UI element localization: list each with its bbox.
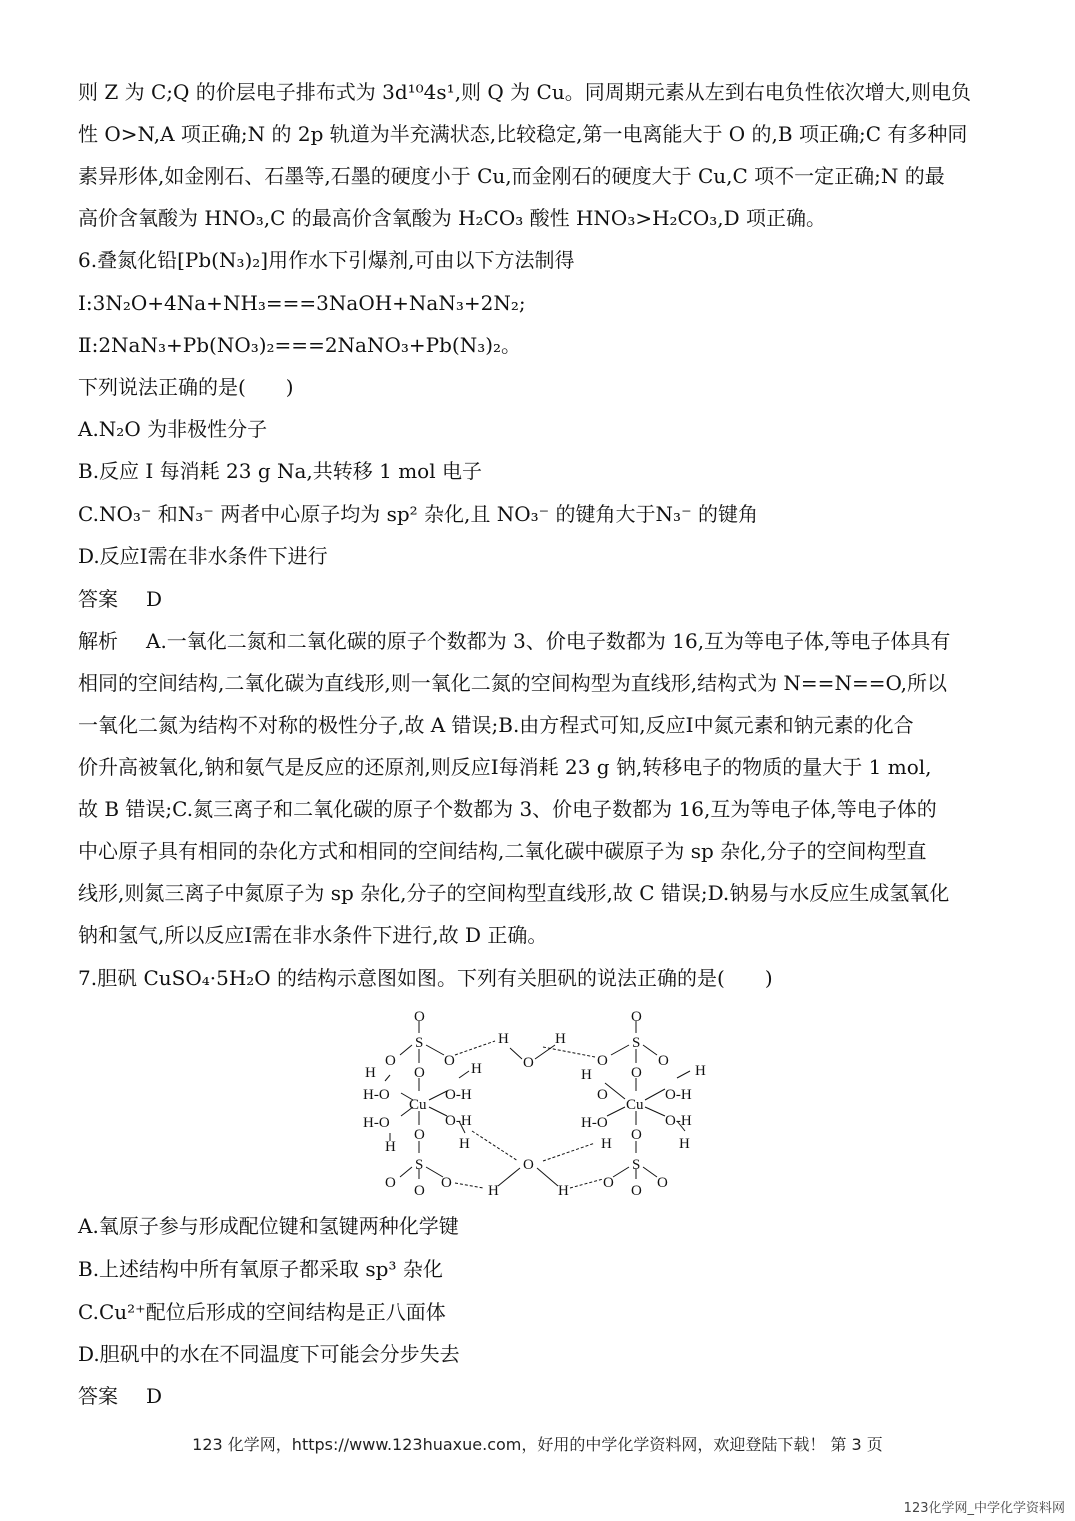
water-h-o: H-O — [363, 1115, 390, 1131]
q6-answer-label: 答案 — [78, 587, 118, 611]
q7-stem: 7.胆矾 CuSO₄·5H₂O 的结构示意图如图。下列有关胆矾的说法正确的是( ) — [78, 966, 773, 990]
atom-h: H — [459, 1136, 470, 1152]
atom-o: O — [523, 1055, 534, 1071]
atom-o: O — [657, 1175, 668, 1191]
q6-option-d: D.反应Ⅰ需在非水条件下进行 — [78, 544, 328, 568]
q6-option-c: C.NO₃⁻ 和N₃⁻ 两者中心原子均为 sp² 杂化,且 NO₃⁻ 的键角大于N₃⁻ 的键角 — [78, 502, 758, 526]
atom-cu: Cu — [409, 1097, 427, 1113]
atom-s: S — [632, 1157, 641, 1173]
atom-s: S — [632, 1035, 641, 1051]
q6-option-a: A.N₂O 为非极性分子 — [78, 417, 268, 441]
copper-sulfate-structure-diagram — [355, 1003, 715, 1198]
atom-o: O — [444, 1053, 455, 1069]
atom-o: O — [603, 1175, 614, 1191]
q6-prompt: 下列说法正确的是( ) — [78, 375, 294, 399]
watermark: 123化学网_中学化学资料网 — [903, 1501, 1065, 1516]
atom-o: O — [441, 1175, 452, 1191]
atom-h: H — [385, 1139, 396, 1155]
q6-analysis-line3: 一氧化二氮为结构不对称的极性分子,故 A 错误;B.由方程式可知,反应Ⅰ中氮元素和钠元素的化合 — [78, 713, 914, 737]
q6-answer — [78, 586, 162, 612]
analysis5-line1: 则 Z 为 C;Q 的价层电子排布式为 3d¹⁰4s¹,则 Q 为 Cu。同周期元素从左到右电负性依次增大,则电负 — [78, 80, 972, 104]
atom-h: H — [488, 1183, 499, 1198]
page-footer: 123 化学网，https://www.123huaxue.com，好用的中学化学资料网，欢迎登陆下载！ 第 3 页 — [192, 1435, 883, 1454]
atom-h: H — [471, 1061, 482, 1077]
analysis5-line3: 素异形体,如金刚石、石墨等,石墨的硬度小于 Cu,而金刚石的硬度大于 Cu,C 项不一定正确;N 的最 — [78, 164, 945, 188]
atom-h: H — [558, 1183, 569, 1198]
q7-option-d: D.胆矾中的水在不同温度下可能会分步失去 — [78, 1342, 460, 1366]
atom-o: O — [414, 1127, 425, 1143]
q7-answer — [78, 1383, 162, 1409]
atom-o: O — [631, 1127, 642, 1143]
q6-analysis-line8: 钠和氢气,所以反应Ⅰ需在非水条件下进行,故 D 正确。 — [78, 923, 548, 947]
atom-h: H — [581, 1067, 592, 1083]
atom-o: O — [597, 1087, 608, 1103]
q6-option-b: B.反应 I 每消耗 23 g Na,共转移 1 mol 电子 — [78, 459, 482, 483]
atom-h: H — [365, 1065, 376, 1081]
q7-answer-label: 答案 — [78, 1384, 118, 1408]
atom-s: S — [415, 1035, 424, 1051]
atom-o: O — [385, 1053, 396, 1069]
atom-o: O — [631, 1065, 642, 1081]
q6-analysis-text: A.一氧化二氮和二氧化碳的原子个数都为 3、价电子数都为 16,互为等电子体,等电子体具有 — [146, 629, 951, 653]
atom-o: O — [523, 1157, 534, 1173]
analysis5-line4: 高价含氧酸为 HNO₃,C 的最高价含氧酸为 H₂CO₃ 酸性 HNO₃>H₂CO₃,D 项正确。 — [78, 206, 827, 230]
q6-analysis-line1 — [78, 628, 950, 654]
q7-option-b: B.上述结构中所有氧原子都采取 sp³ 杂化 — [78, 1257, 443, 1281]
q7-answer-value: D — [146, 1384, 163, 1408]
q6-stem: 6.叠氮化铅[Pb(N₃)₂]用作水下引爆剂,可由以下方法制得 — [78, 248, 575, 272]
atom-h: H — [601, 1136, 612, 1152]
q6-analysis-line4: 价升高被氧化,钠和氨气是反应的还原剂,则反应Ⅰ每消耗 23 g 钠,转移电子的物质的量大于 1 mol, — [78, 755, 932, 779]
water-h-o: H-O — [581, 1115, 608, 1131]
atom-h: H — [679, 1136, 690, 1152]
q6-equation-2: Ⅱ:2NaN₃+Pb(NO₃)₂===2NaNO₃+Pb(N₃)₂。 — [78, 333, 522, 357]
q6-analysis-line2: 相同的空间结构,二氧化碳为直线形,则一氧化二氮的空间构型为直线形,结构式为 N==N==O,所以 — [78, 671, 948, 695]
atom-o: O — [414, 1183, 425, 1198]
water-o-h: O-H — [665, 1113, 692, 1129]
q6-analysis-line7: 线形,则氮三离子中氮原子为 sp 杂化,分子的空间构型直线形,故 C 错误;D.钠易与水反应生成氢氧化 — [78, 881, 950, 905]
atom-o: O — [385, 1175, 396, 1191]
q6-analysis-line5: 故 B 错误;C.氮三离子和二氧化碳的原子个数都为 3、价电子数都为 16,互为等电子体,等电子体的 — [78, 797, 937, 821]
q6-analysis-line6: 中心原子具有相同的杂化方式和相同的空间结构,二氧化碳中碳原子为 sp 杂化,分子的空间构型直 — [78, 839, 927, 863]
atom-o: O — [414, 1009, 425, 1025]
atom-h: H — [498, 1031, 509, 1047]
water-o-h: O-H — [665, 1087, 692, 1103]
q7-option-c: C.Cu²⁺配位后形成的空间结构是正八面体 — [78, 1300, 446, 1324]
water-o-h: O-H — [445, 1113, 472, 1129]
q6-analysis-label: 解析 — [78, 629, 118, 653]
q7-option-a: A.氧原子参与形成配位键和氢键两种化学键 — [78, 1214, 459, 1238]
atom-o: O — [597, 1053, 608, 1069]
atom-o: O — [631, 1009, 642, 1025]
q6-answer-value: D — [146, 587, 163, 611]
atom-cu: Cu — [626, 1097, 644, 1113]
water-o-h: O-H — [445, 1087, 472, 1103]
analysis5-line2: 性 O>N,A 项正确;N 的 2p 轨道为半充满状态,比较稳定,第一电离能大于 O 的,B 项正确;C 有多种同 — [78, 122, 968, 146]
atom-o: O — [414, 1065, 425, 1081]
water-h-o: H-O — [363, 1087, 390, 1103]
atom-h: H — [695, 1063, 706, 1079]
atom-s: S — [415, 1157, 424, 1173]
atom-h: H — [555, 1031, 566, 1047]
q6-equation-1: Ⅰ:3N₂O+4Na+NH₃===3NaOH+NaN₃+2N₂; — [78, 291, 526, 315]
atom-o: O — [658, 1053, 669, 1069]
atom-o: O — [631, 1183, 642, 1198]
